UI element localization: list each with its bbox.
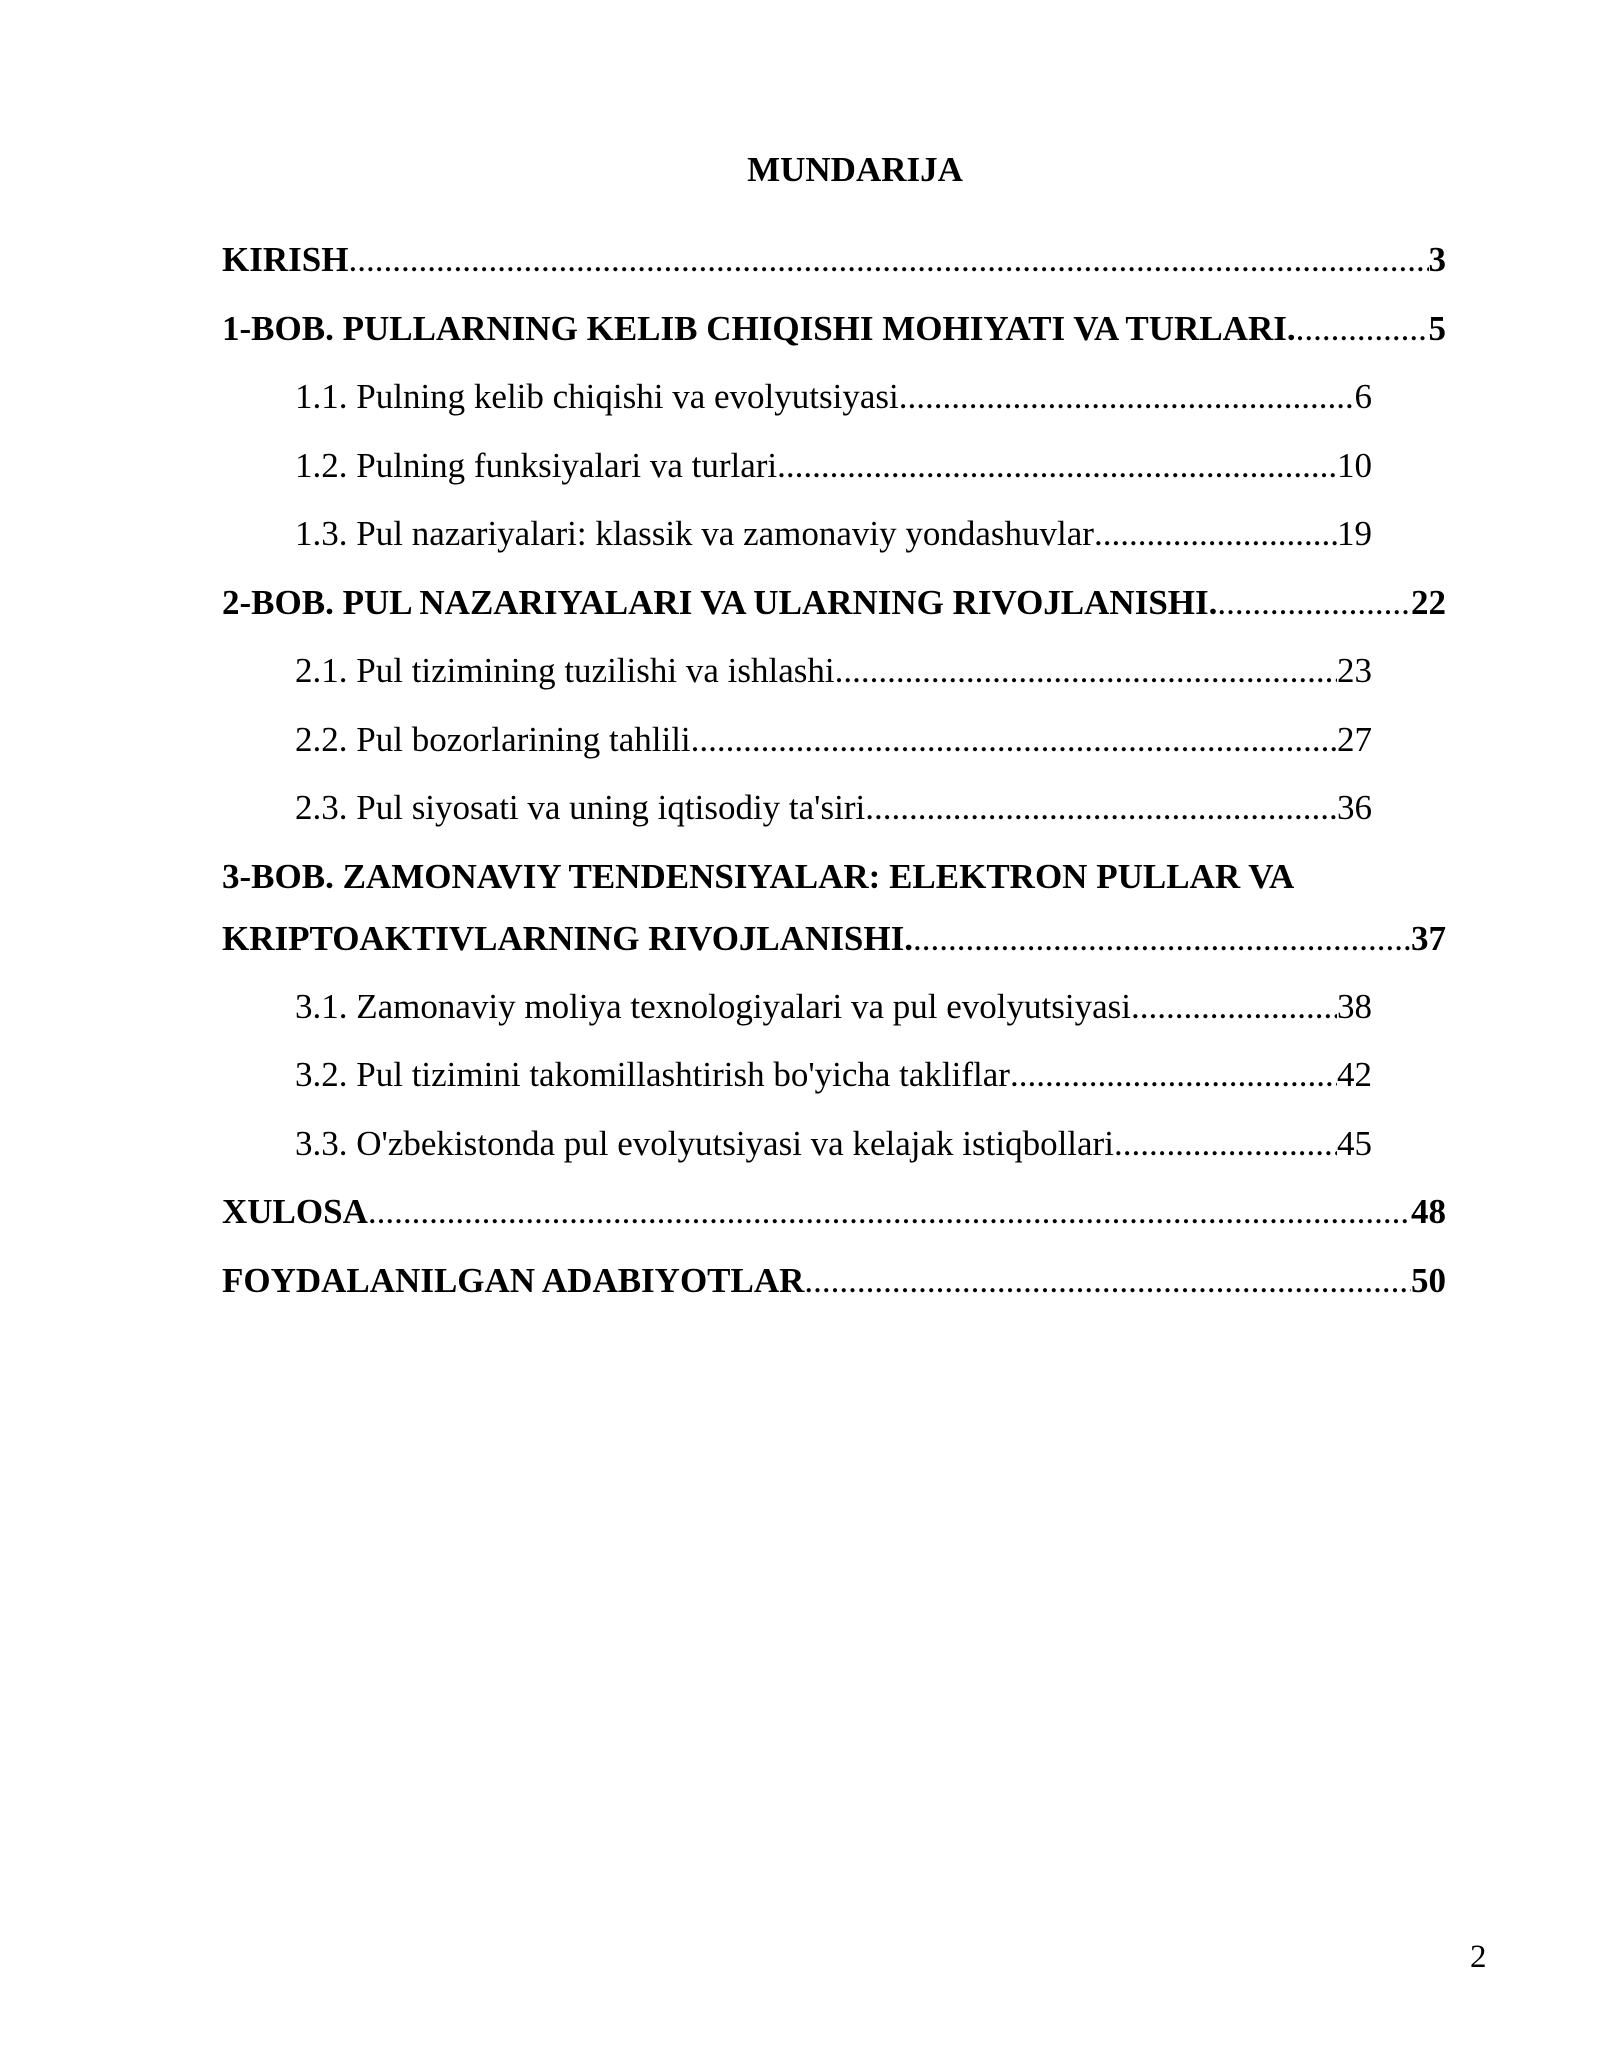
table-of-contents bbox=[222, 238, 1446, 1327]
dot-leader bbox=[1217, 581, 1411, 625]
toc-entry-section-2-2[interactable] bbox=[295, 718, 1372, 787]
toc-entry-label: KIRISH bbox=[222, 240, 349, 279]
toc-entry-section-1-3[interactable] bbox=[295, 512, 1372, 581]
dot-leader bbox=[1114, 1122, 1337, 1166]
toc-entry-label: 2.1. Pul tizimining tuzilishi va ishlashi bbox=[295, 651, 835, 690]
dot-leader bbox=[1010, 1053, 1337, 1097]
toc-entry-section-1-1[interactable] bbox=[295, 375, 1372, 444]
toc-entry-page: 23 bbox=[1337, 651, 1372, 690]
toc-entry-section-3-3[interactable] bbox=[295, 1122, 1372, 1191]
dot-leader bbox=[777, 444, 1337, 488]
toc-entry-section-2-1[interactable] bbox=[295, 649, 1372, 718]
toc-entry-page: 48 bbox=[1411, 1192, 1446, 1231]
toc-entry-references[interactable] bbox=[222, 1259, 1446, 1328]
toc-entry-label: 3.2. Pul tizimini takomillashtirish bo'yicha takliflar bbox=[295, 1055, 1010, 1094]
toc-entry-chapter-3[interactable] bbox=[222, 855, 1446, 985]
dot-leader bbox=[865, 786, 1337, 830]
toc-entry-section-3-1[interactable] bbox=[295, 985, 1372, 1054]
toc-entry-label: 2-BOB. PUL NAZARIYALARI VA ULARNING RIVOJLANISHI. bbox=[222, 582, 1218, 622]
toc-entry-chapter-1[interactable] bbox=[222, 307, 1446, 376]
toc-entry-kirish[interactable] bbox=[222, 238, 1446, 307]
page-number: 2 bbox=[1470, 1939, 1487, 1975]
toc-entry-page: 42 bbox=[1337, 1055, 1372, 1094]
toc-entry-label: XULOSA bbox=[222, 1192, 368, 1231]
dot-leader bbox=[913, 917, 1411, 961]
toc-entry-label: 2.3. Pul siyosati va uning iqtisodiy ta'siri bbox=[295, 788, 866, 827]
toc-entry-page: 19 bbox=[1337, 514, 1372, 553]
toc-entry-page: 36 bbox=[1337, 788, 1372, 827]
toc-entry-label: 1.1. Pulning kelib chiqishi va evolyutsiyasi bbox=[295, 377, 899, 416]
dot-leader bbox=[804, 1259, 1411, 1303]
toc-entry-page: 10 bbox=[1337, 445, 1372, 485]
toc-entry-page: 5 bbox=[1428, 308, 1446, 348]
toc-entry-xulosa[interactable] bbox=[222, 1190, 1446, 1259]
toc-entry-label: 3.3. O'zbekistonda pul evolyutsiyasi va kelajak istiqbollari bbox=[295, 1123, 1114, 1163]
toc-entry-label: 1.3. Pul nazariyalari: klassik va zamonaviy yondashuvlar bbox=[295, 514, 1094, 553]
dot-leader bbox=[368, 1190, 1411, 1234]
toc-entry-page: 45 bbox=[1337, 1123, 1372, 1163]
dot-leader bbox=[1296, 307, 1429, 351]
toc-entry-label: FOYDALANILGAN ADABIYOTLAR bbox=[222, 1260, 805, 1300]
toc-entry-page: 37 bbox=[1411, 918, 1446, 958]
dot-leader bbox=[1131, 985, 1337, 1029]
toc-entry-label: 3.1. Zamonaviy moliya texnologiyalari va pul evolyutsiyasi bbox=[295, 986, 1131, 1026]
dot-leader bbox=[899, 375, 1355, 419]
toc-entry-label-line2: KRIPTOAKTIVLARNING RIVOJLANISHI. bbox=[222, 918, 913, 958]
toc-entry-label: 1-BOB. PULLARNING KELIB CHIQISHI MOHIYATI VA TURLARI. bbox=[222, 308, 1296, 348]
toc-entry-section-1-2[interactable] bbox=[295, 444, 1372, 513]
toc-entry-section-2-3[interactable] bbox=[295, 786, 1372, 855]
toc-entry-page: 22 bbox=[1411, 582, 1446, 622]
toc-entry-chapter-2[interactable] bbox=[222, 581, 1446, 650]
toc-entry-page: 6 bbox=[1354, 377, 1372, 416]
toc-entry-page: 3 bbox=[1428, 240, 1446, 279]
toc-title: MUNDARIJA bbox=[747, 150, 963, 189]
toc-entry-section-3-2[interactable] bbox=[295, 1053, 1372, 1122]
toc-entry-label-line1: 3-BOB. ZAMONAVIY TENDENSIYALAR: ELEKTRON PULLAR VA bbox=[222, 856, 1295, 896]
toc-entry-label: 2.2. Pul bozorlarining tahlili bbox=[295, 719, 691, 759]
toc-entry-page: 27 bbox=[1337, 719, 1372, 759]
dot-leader bbox=[835, 649, 1337, 693]
toc-entry-page: 50 bbox=[1411, 1260, 1446, 1300]
toc-entry-label: 1.2. Pulning funksiyalari va turlari bbox=[295, 445, 778, 485]
toc-entry-page: 38 bbox=[1337, 986, 1372, 1026]
dot-leader bbox=[348, 238, 1428, 282]
dot-leader bbox=[691, 718, 1337, 762]
dot-leader bbox=[1094, 512, 1337, 556]
